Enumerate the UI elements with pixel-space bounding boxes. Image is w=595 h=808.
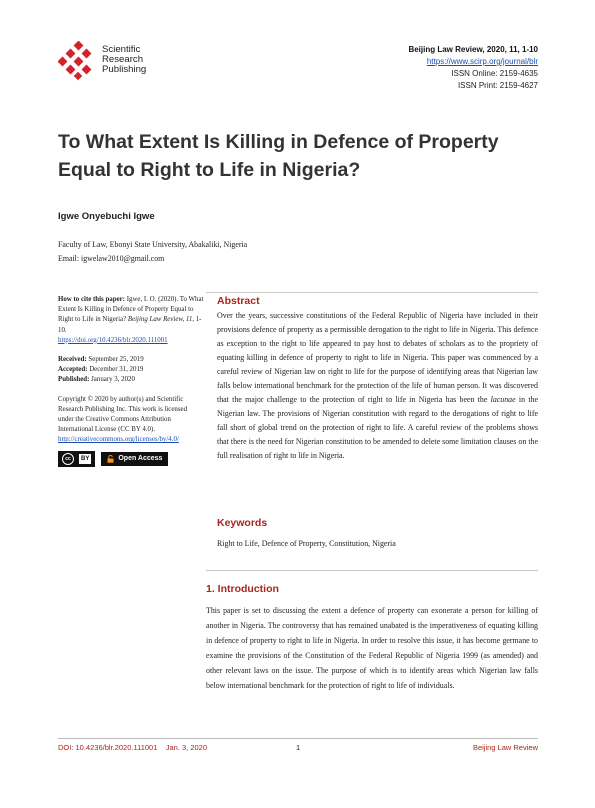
keywords-heading: Keywords [217, 517, 268, 529]
abstract-top-rule [206, 292, 538, 293]
publisher-name: Scientific Research Publishing [102, 44, 147, 76]
issn-print: ISSN Print: 2159-4627 [457, 81, 538, 90]
journal-url-link[interactable]: https://www.scirp.org/journal/blr [426, 57, 538, 66]
journal-citation: Beijing Law Review, 2020, 11, 1-10 [408, 45, 538, 54]
copyright-notice: Copyright © 2020 by author(s) and Scientific Research Publishing Inc. This work is licensed under the Creative Commons Attribution International License (CC BY 4.0). http://creativecommons.org/licenses/by/4.0/ [58, 395, 204, 446]
page-number: 1 [296, 743, 301, 752]
open-access-badge[interactable]: Open Access [101, 452, 168, 466]
introduction-heading: 1. Introduction [206, 583, 279, 595]
affiliation-text: Faculty of Law, Ebonyi State University, Abakaliki, Nigeria [58, 240, 248, 249]
article-sidebar [58, 295, 204, 467]
abstract-heading: Abstract [217, 295, 260, 307]
open-lock-icon [107, 455, 114, 463]
footer-journal: Beijing Law Review [472, 743, 538, 752]
intro-top-rule [206, 570, 538, 571]
creative-commons-icon: cc [62, 453, 74, 465]
cc-by-badge[interactable]: cc BY [58, 451, 95, 467]
author-affiliation [58, 238, 247, 266]
introduction-text: This paper is set to discussing the extent a defence of property can exonerate a person for killing of another in Nigeria. The controversy that has remained unabated is the imperativeness of equating killing in defence of property to right to life in Nigeria. In order to resolve this issue, it has become germane to examine the provisions of the Constitution of the Federal Republic of Nigeria 1999 (as amended) and other relevant laws on the issue. The purpose of which is to identify areas which Nigerian law falls below international benchmark for the protection of right to life of individuals. [206, 606, 538, 690]
author-email[interactable]: Email: igwelaw2010@gmail.com [58, 254, 165, 263]
footer-rule [58, 738, 538, 739]
article-dates: Received: September 25, 2019 Accepted: December 31, 2019 Published: January 3, 2020 [58, 356, 144, 384]
issn-online: ISSN Online: 2159-4635 [451, 69, 538, 78]
footer-doi: DOI: 10.4236/blr.2020.111001 Jan. 3, 2020 [58, 743, 208, 752]
doi-link[interactable]: https://doi.org/10.4236/blr.2020.111001 [58, 336, 168, 344]
abstract-text: Over the years, successive constitutions of the Federal Republic of Nigeria have included in their provisions defence of property as a permissible derogation to the right to life in Nigeria. This defence as exception to the right to life appeared to pay host to debates of scholars as to the propriety of equating killing in defence of property to right to life in Nigeria. This paper was commenced by a careful review of Nigerian law on right to life for the purpose of identifying areas that Nigerian law falls below international benchmark for the protection of the life of human person. It was discovered that the major challenge to the protection of right to life in Nigeria has been the lacunae in the Nigerian law. The provisions of Nigerian constitution with regard to the derogations of right to life fall short of global trend on the protection of right to life. A careful review of the problems shows that there is the need for Nigerian constitution to be amended to delete some limitation clauses on the full realisation of right to life in Nigeria. [217, 311, 538, 460]
keywords-text: Right to Life, Defence of Property, Constitution, Nigeria [217, 539, 396, 548]
how-to-cite: How to cite this paper: Igwe, I. O. (2020). To What Extent Is Killing in Defence of Property Equal to Right to Life in Nigeria? Beijing Law Review, 11, 1-10. https://doi.org/10.4236/blr.2020.111001 [58, 296, 204, 344]
footer-date: Jan. 3, 2020 [165, 743, 208, 752]
scirp-logo-icon [58, 41, 98, 81]
license-link[interactable]: http://creativecommons.org/licenses/by/4.0/ [58, 436, 179, 444]
journal-info [408, 44, 538, 92]
paper-title: To What Extent Is Killing in Defence of Property Equal to Right to Life in Nigeria? [58, 131, 499, 181]
author-name: Igwe Onyebuchi Igwe [58, 211, 155, 222]
